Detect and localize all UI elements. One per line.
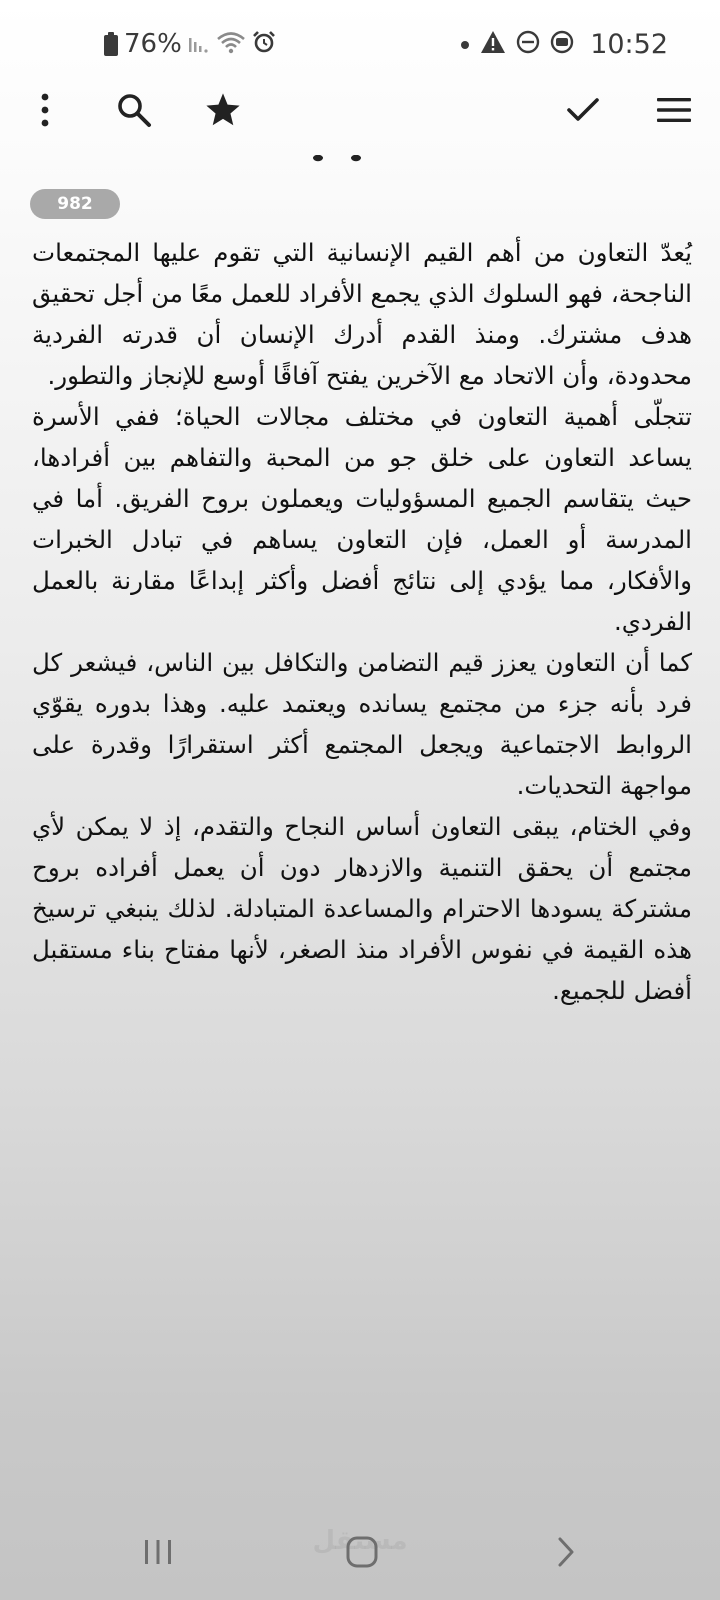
more-vertical-icon xyxy=(40,93,50,131)
search-button[interactable] xyxy=(108,86,160,138)
system-nav-bar xyxy=(0,1500,720,1600)
article-paragraph: وفي الختام، يبقى التعاون أساس النجاح والتقدم، إذ لا يمكن لأي مجتمع أن يحقق التنمية والازدهار دون أن يعمل أفراده بروح مشتركة يسودها الاحترام والمساعدة المتبادلة. لذلك ينبغي ترسيخ هذه القيمة في نفوس الأفراد منذ الصغر، لأنها مفتاح بناء مستقبل أفضل للجميع. xyxy=(32,812,692,1005)
battery-icon xyxy=(104,32,118,56)
article-paragraph: يُعدّ التعاون من أهم القيم الإنسانية التي تقوم عليها المجتمعات الناجحة، فهو السلوك الذي يجمع الأفراد للعمل معًا من أجل تحقيق هدف مشترك. ومنذ القدم أدرك الإنسان أن قدرته الفردية محدودة، وأن الاتحاد مع الآخرين يفتح آفاقًا أوسع للإنجاز والتطور. xyxy=(32,238,692,390)
back-button[interactable] xyxy=(536,1524,596,1584)
status-bar-right xyxy=(460,24,668,64)
status-bar-left xyxy=(104,24,276,64)
watermark-logo: مستقل xyxy=(312,1526,408,1556)
dot-icon xyxy=(460,35,470,54)
recent-apps-icon xyxy=(143,1538,173,1570)
menu-icon xyxy=(656,96,692,128)
star-icon xyxy=(204,91,242,133)
check-icon xyxy=(566,95,600,129)
warning-icon xyxy=(480,30,506,58)
screen-record-icon xyxy=(550,30,574,58)
bookmark-button[interactable] xyxy=(197,86,249,138)
page-number-badge: 982 xyxy=(30,189,120,219)
home-button[interactable] xyxy=(332,1524,392,1584)
status-bar xyxy=(0,0,720,86)
recent-apps-button[interactable] xyxy=(128,1524,188,1584)
signal-icon xyxy=(188,30,210,58)
article-paragraph: تتجلّى أهمية التعاون في مختلف مجالات الحياة؛ ففي الأسرة يساعد التعاون على خلق جو من المحبة والتفاهم بين أفرادها، حيث يتقاسم الجميع المسؤوليات ويعملون بروح الفريق. أما في المدرسة أو العمل، فإن التعاون يساهم في تبادل الخبرات والأفكار، مما يؤدي إلى نتائج أفضل وأكثر إبداعًا مقارنة بالعمل الفردي. xyxy=(32,402,692,636)
scrolled-text-remnant xyxy=(312,150,362,160)
wifi-icon xyxy=(216,30,246,58)
home-icon xyxy=(346,1536,378,1572)
clock: 10:52 xyxy=(590,28,668,60)
menu-button[interactable] xyxy=(648,86,700,138)
article-paragraph: كما أن التعاون يعزز قيم التضامن والتكافل بين الناس، فيشعر كل فرد بأنه جزء من مجتمع يسانده ويعتمد عليه. وهذا بدوره يقوّي الروابط الاجتماعية ويجعل المجتمع أكثر استقرارًا وقدرة على مواجهة التحديات. xyxy=(32,648,692,800)
reader-toolbar xyxy=(0,86,720,146)
alarm-icon xyxy=(252,30,276,58)
article-body xyxy=(32,232,692,1011)
battery-percent: 76% xyxy=(124,29,182,59)
more-options-button[interactable] xyxy=(19,86,71,138)
do-not-disturb-icon xyxy=(516,30,540,58)
back-icon xyxy=(555,1536,577,1572)
done-button[interactable] xyxy=(557,86,609,138)
search-icon xyxy=(116,92,152,132)
